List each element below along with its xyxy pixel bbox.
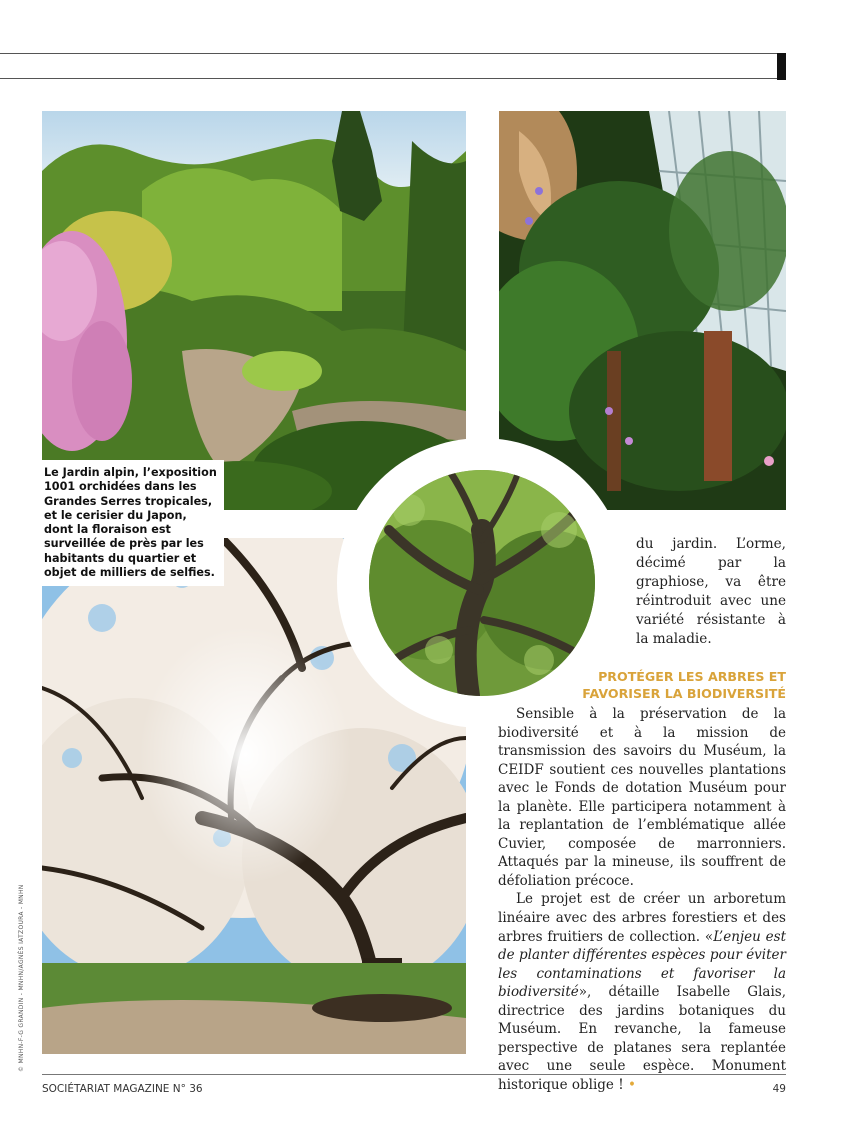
paragraph-2-end: », détaille Isabelle Glais, directrice des jardins botaniques du Muséum. En revanche, la fameuse perspective de platanes sera replantée avec une seule espèce. Monument historique oblige ! [498,984,786,1093]
body-paragraph-1: Sensible à la préservation de la biodiversité et à la mission de transmission des savoirs du Muséum, la CEIDF soutient ces nouvelles plantations avec le Fonds de dotation Muséum pour la planète. Elle participera notamment à la replantation de l’emblématique allée Cuvier, composée de marronniers. Attaqués par la mineuse, ils souffrent de défoliation précoce. [498,706,786,889]
end-mark: • [627,1076,636,1093]
header-rule [0,53,785,79]
header-tab-marker [777,53,786,80]
section-heading-line-1: PROTÉGER LES ARBRES ET [598,669,786,684]
footer-rule [42,1074,786,1075]
photo-credit: © MNHN-F-G GRANDIN - MNHN/AGNÈS IATZOURA - MNHN [18,884,25,1072]
footer-magazine-title: SOCIÉTARIAT MAGAZINE N° 36 [42,1083,203,1095]
article-body [498,705,786,1094]
photo-caption: Le Jardin alpin, l’exposition 1001 orchidées dans les Grandes Serres tropicales, et le cerisier du Japon, dont la floraison est surveillée de près par les habitants du quartier et objet de milliers de selfies. [42,460,224,586]
quote-text: L’enjeu est de planter différentes espèces pour éviter les contaminations et favoriser la biodiversité [498,928,786,1001]
section-heading [540,668,786,702]
lead-paragraph: du jardin. L’orme, décimé par la graphiose, va être réintroduit avec une variété résistante à la maladie. [636,536,786,647]
article-lead-text [586,535,786,649]
photo-tree-canopy-circle [369,470,595,696]
photo-alpine-garden [42,111,466,510]
body-paragraph-2 [498,890,786,1094]
footer-page-number: 49 [772,1083,786,1095]
paragraph-2-start: Le projet est de créer un arboretum linéaire avec des arbres forestiers et des arbres fruitiers de collection. « [498,891,786,945]
section-heading-line-2: FAVORISER LA BIODIVERSITÉ [582,686,786,701]
